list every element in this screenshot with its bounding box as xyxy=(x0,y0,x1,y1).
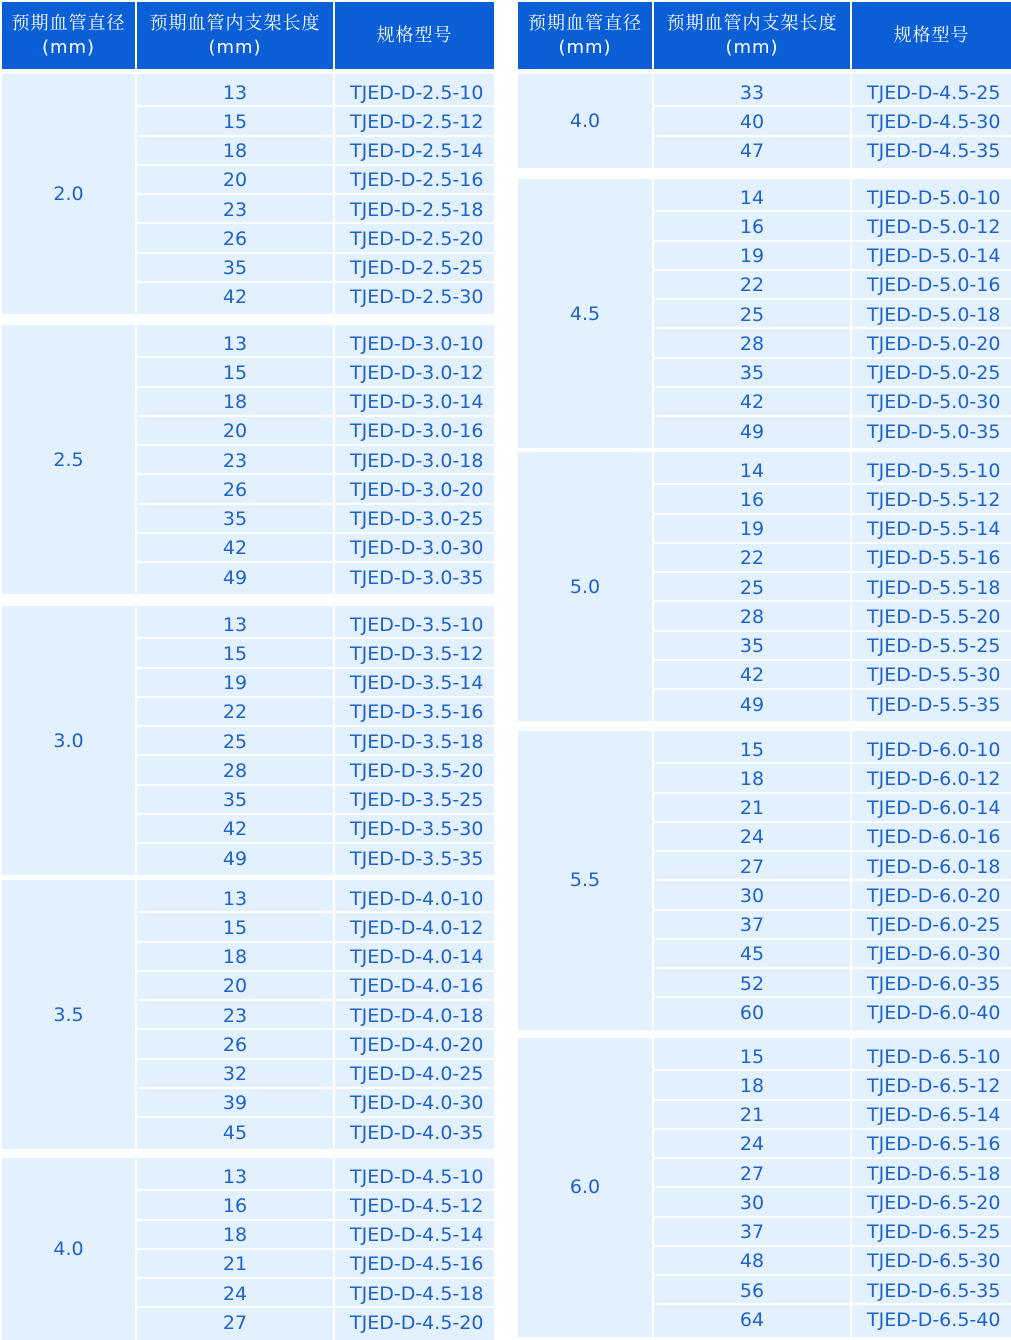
stent-length-cell: 40 xyxy=(739,110,765,133)
stent-length-cell: 27 xyxy=(739,1162,765,1185)
stent-length-cell: 26 xyxy=(222,1033,248,1056)
model-cell: TJED-D-5.0-35 xyxy=(867,420,1001,443)
stent-length-cell: 37 xyxy=(739,914,765,936)
stent-length-cell: 27 xyxy=(739,855,765,878)
stent-length-cell: 35 xyxy=(222,508,248,530)
table-row xyxy=(2,388,494,417)
stent-length-cell: 42 xyxy=(739,391,765,414)
table-row xyxy=(2,1162,494,1191)
model-cell: TJED-D-6.5-10 xyxy=(867,1045,1001,1068)
table-row xyxy=(2,505,494,534)
stent-length-cell: 24 xyxy=(222,1282,248,1305)
stent-length-cell: 18 xyxy=(222,946,248,968)
stent-length-cell: 25 xyxy=(739,576,765,599)
stent-length-cell: 16 xyxy=(739,215,765,238)
model-cell: TJED-D-3.0-18 xyxy=(350,449,484,472)
stent-length-cell: 14 xyxy=(739,186,765,209)
stent-length-cell: 49 xyxy=(739,693,765,716)
table-row xyxy=(518,632,1011,661)
model-cell: TJED-D-3.5-18 xyxy=(350,730,484,753)
model-cell: TJED-D-5.5-18 xyxy=(867,576,1001,599)
table-row xyxy=(2,195,494,224)
table-row xyxy=(2,884,494,913)
model-cell: TJED-D-2.5-14 xyxy=(350,140,484,162)
table-row xyxy=(2,563,494,592)
table-row xyxy=(2,844,494,873)
model-cell: TJED-D-4.5-10 xyxy=(350,1165,484,1188)
stent-length-cell: 45 xyxy=(739,943,765,966)
model-cell: TJED-D-6.5-18 xyxy=(867,1162,1001,1185)
diameter-value: 5.0 xyxy=(569,575,601,598)
model-cell: TJED-D-3.5-16 xyxy=(350,701,484,724)
diameter-group xyxy=(518,74,1011,168)
table-row xyxy=(518,852,1011,881)
table-row xyxy=(518,212,1011,241)
model-cell: TJED-D-4.0-10 xyxy=(350,887,484,910)
table-row xyxy=(2,1060,494,1089)
stent-length-cell: 30 xyxy=(739,884,765,907)
model-cell: TJED-D-5.0-10 xyxy=(867,186,1001,209)
stent-length-cell: 49 xyxy=(739,420,765,443)
model-cell: TJED-D-3.0-16 xyxy=(350,420,484,443)
stent-length-cell: 19 xyxy=(222,672,248,694)
model-cell: TJED-D-6.0-35 xyxy=(867,972,1001,995)
model-cell: TJED-D-3.5-25 xyxy=(350,789,484,811)
table-row xyxy=(518,544,1011,573)
model-cell: TJED-D-3.0-30 xyxy=(350,537,484,560)
model-cell: TJED-D-3.5-14 xyxy=(350,672,484,694)
stent-length-cell: 20 xyxy=(222,169,248,192)
stent-length-cell: 28 xyxy=(222,759,248,782)
stent-length-cell: 18 xyxy=(739,1074,765,1097)
table-row xyxy=(2,610,494,639)
table-row xyxy=(518,690,1011,719)
header-diameter: 预期血管直径 (mm) xyxy=(2,2,135,69)
table-row xyxy=(518,735,1011,764)
stent-length-cell: 23 xyxy=(222,198,248,221)
table-row xyxy=(518,794,1011,823)
model-cell: TJED-D-2.5-30 xyxy=(350,286,484,309)
diameter-value: 3.0 xyxy=(53,729,84,752)
model-cell: TJED-D-4.0-35 xyxy=(350,1121,484,1144)
model-cell: TJED-D-5.0-14 xyxy=(867,245,1001,267)
diameter-group xyxy=(2,1158,494,1340)
header-diameter: 预期血管直径 (mm) xyxy=(518,2,652,69)
stent-length-cell: 21 xyxy=(739,1104,765,1126)
stent-length-cell: 19 xyxy=(739,245,765,267)
model-cell: TJED-D-3.5-10 xyxy=(350,613,484,636)
table-row xyxy=(2,1191,494,1220)
model-cell: TJED-D-5.0-16 xyxy=(867,274,1001,297)
spec-table-right xyxy=(518,2,1011,1336)
model-cell: TJED-D-3.5-30 xyxy=(350,818,484,841)
model-cell: TJED-D-3.0-14 xyxy=(350,391,484,413)
table-row xyxy=(518,661,1011,690)
model-cell: TJED-D-3.0-10 xyxy=(350,332,484,355)
model-cell: TJED-D-4.5-35 xyxy=(867,140,1001,162)
stent-length-cell: 20 xyxy=(222,975,248,998)
stent-length-cell: 15 xyxy=(739,1045,765,1068)
table-row xyxy=(518,998,1011,1027)
table-row xyxy=(518,388,1011,417)
stent-length-cell: 16 xyxy=(739,488,765,511)
model-cell: TJED-D-4.5-18 xyxy=(350,1282,484,1305)
table-row xyxy=(518,1130,1011,1159)
model-cell: TJED-D-5.5-16 xyxy=(867,547,1001,570)
model-cell: TJED-D-5.0-18 xyxy=(867,303,1001,326)
model-cell: TJED-D-6.0-30 xyxy=(867,943,1001,966)
stent-length-cell: 52 xyxy=(739,972,765,995)
stent-length-cell: 23 xyxy=(222,1004,248,1027)
diameter-group xyxy=(518,731,1011,1030)
stent-length-cell: 15 xyxy=(222,642,248,665)
table-row xyxy=(518,764,1011,793)
stent-length-cell: 35 xyxy=(739,635,765,657)
table-row xyxy=(518,573,1011,602)
table-row xyxy=(2,166,494,195)
table-row xyxy=(518,1218,1011,1247)
model-cell: TJED-D-5.5-35 xyxy=(867,693,1001,716)
model-cell: TJED-D-3.0-35 xyxy=(350,566,484,589)
model-cell: TJED-D-4.5-14 xyxy=(350,1224,484,1246)
table-row xyxy=(2,943,494,972)
stent-length-cell: 42 xyxy=(739,664,765,687)
model-cell: TJED-D-4.5-30 xyxy=(867,110,1001,133)
model-cell: TJED-D-5.0-20 xyxy=(867,332,1001,355)
table-row xyxy=(518,1276,1011,1305)
stent-length-cell: 20 xyxy=(222,420,248,443)
stent-length-cell: 18 xyxy=(222,140,248,162)
stent-length-cell: 22 xyxy=(222,701,248,724)
stent-length-cell: 13 xyxy=(222,1165,248,1188)
model-cell: TJED-D-6.0-25 xyxy=(867,914,1001,936)
stent-length-cell: 28 xyxy=(739,332,765,355)
stent-length-cell: 45 xyxy=(222,1121,248,1144)
model-cell: TJED-D-2.5-18 xyxy=(350,198,484,221)
stent-length-cell: 27 xyxy=(222,1311,248,1334)
model-cell: TJED-D-2.5-10 xyxy=(350,81,484,104)
model-cell: TJED-D-4.5-20 xyxy=(350,1311,484,1334)
table-row xyxy=(518,242,1011,271)
table-row xyxy=(2,698,494,727)
table-row xyxy=(2,107,494,136)
table-row xyxy=(518,823,1011,852)
stent-length-cell: 15 xyxy=(222,361,248,384)
stent-length-cell: 49 xyxy=(222,847,248,870)
model-cell: TJED-D-4.0-16 xyxy=(350,975,484,998)
table-row xyxy=(518,78,1011,107)
stent-length-cell: 26 xyxy=(222,478,248,501)
model-cell: TJED-D-6.5-20 xyxy=(867,1191,1001,1214)
table-row xyxy=(2,727,494,756)
stent-length-cell: 37 xyxy=(739,1221,765,1243)
model-cell: TJED-D-4.5-12 xyxy=(350,1194,484,1217)
diameter-value: 2.5 xyxy=(53,448,84,471)
table-row xyxy=(2,1030,494,1059)
table-row xyxy=(518,602,1011,631)
model-cell: TJED-D-4.0-20 xyxy=(350,1033,484,1056)
diameter-group xyxy=(518,1038,1011,1337)
stent-length-cell: 42 xyxy=(222,537,248,560)
stent-length-cell: 26 xyxy=(222,227,248,250)
table-row xyxy=(2,224,494,253)
table-row xyxy=(518,359,1011,388)
stent-length-cell: 15 xyxy=(739,738,765,761)
model-cell: TJED-D-5.5-25 xyxy=(867,635,1001,657)
stent-length-cell: 13 xyxy=(222,613,248,636)
model-cell: TJED-D-6.0-18 xyxy=(867,855,1001,878)
table-row xyxy=(2,1089,494,1118)
model-cell: TJED-D-5.0-12 xyxy=(867,215,1001,238)
model-cell: TJED-D-4.0-25 xyxy=(350,1063,484,1085)
stent-length-cell: 64 xyxy=(739,1308,765,1331)
table-row xyxy=(518,183,1011,212)
model-cell: TJED-D-2.5-16 xyxy=(350,169,484,192)
model-cell: TJED-D-5.0-30 xyxy=(867,391,1001,414)
stent-length-cell: 15 xyxy=(222,110,248,133)
model-cell: TJED-D-6.0-16 xyxy=(867,826,1001,849)
diameter-value: 5.5 xyxy=(569,869,601,892)
model-cell: TJED-D-6.5-16 xyxy=(867,1133,1001,1156)
stent-length-cell: 56 xyxy=(739,1279,765,1302)
model-cell: TJED-D-6.0-14 xyxy=(867,797,1001,819)
stent-length-cell: 28 xyxy=(739,605,765,628)
table-row xyxy=(518,911,1011,940)
table-row xyxy=(2,815,494,844)
table-row xyxy=(2,137,494,166)
table-row xyxy=(2,534,494,563)
table-row xyxy=(2,786,494,815)
stent-length-cell: 47 xyxy=(739,140,765,162)
stent-length-cell: 15 xyxy=(222,916,248,939)
header-model: 规格型号 xyxy=(335,2,494,69)
model-cell: TJED-D-6.0-10 xyxy=(867,738,1001,761)
table-row xyxy=(518,1071,1011,1100)
stent-length-cell: 19 xyxy=(739,518,765,540)
diameter-group xyxy=(518,179,1011,448)
stent-length-cell: 25 xyxy=(739,303,765,326)
table-row xyxy=(518,107,1011,136)
stent-length-cell: 14 xyxy=(739,459,765,482)
stent-length-cell: 60 xyxy=(739,1001,765,1024)
diameter-group xyxy=(2,880,494,1149)
model-cell: TJED-D-4.5-25 xyxy=(867,81,1001,104)
table-row xyxy=(2,913,494,942)
model-cell: TJED-D-5.5-12 xyxy=(867,488,1001,511)
diameter-group xyxy=(2,74,494,314)
model-cell: TJED-D-3.0-20 xyxy=(350,478,484,501)
table-row xyxy=(2,1250,494,1279)
stent-length-cell: 30 xyxy=(739,1191,765,1214)
model-cell: TJED-D-6.0-20 xyxy=(867,884,1001,907)
model-cell: TJED-D-3.5-12 xyxy=(350,642,484,665)
model-cell: TJED-D-4.0-14 xyxy=(350,946,484,968)
table-row xyxy=(2,446,494,475)
table-row xyxy=(2,669,494,698)
table-row xyxy=(518,1101,1011,1130)
diameter-value: 4.0 xyxy=(569,109,601,132)
header-model: 规格型号 xyxy=(852,2,1011,69)
model-cell: TJED-D-2.5-12 xyxy=(350,110,484,133)
model-cell: TJED-D-5.0-25 xyxy=(867,362,1001,384)
stent-length-cell: 13 xyxy=(222,332,248,355)
table-row xyxy=(2,639,494,668)
table-row xyxy=(2,1308,494,1337)
model-cell: TJED-D-3.0-12 xyxy=(350,361,484,384)
table-row xyxy=(518,1247,1011,1276)
stent-length-cell: 48 xyxy=(739,1250,765,1273)
table-row xyxy=(2,1279,494,1308)
stent-length-cell: 13 xyxy=(222,81,248,104)
model-cell: TJED-D-3.5-35 xyxy=(350,847,484,870)
stent-length-cell: 18 xyxy=(222,391,248,413)
table-row xyxy=(2,329,494,358)
diameter-value: 4.5 xyxy=(569,302,601,325)
stent-length-cell: 22 xyxy=(739,547,765,570)
table-row xyxy=(2,756,494,785)
table-row xyxy=(518,271,1011,300)
diameter-value: 2.0 xyxy=(53,183,84,205)
table-row xyxy=(518,417,1011,446)
stent-length-cell: 22 xyxy=(739,274,765,297)
model-cell: TJED-D-6.0-12 xyxy=(867,767,1001,790)
table-row xyxy=(518,1305,1011,1334)
table-row xyxy=(518,485,1011,514)
model-cell: TJED-D-3.0-25 xyxy=(350,508,484,530)
table-row xyxy=(518,940,1011,969)
table-row xyxy=(518,1159,1011,1188)
model-cell: TJED-D-5.5-20 xyxy=(867,605,1001,628)
table-row xyxy=(2,78,494,107)
stent-length-cell: 21 xyxy=(222,1253,248,1276)
stent-length-cell: 49 xyxy=(222,566,248,589)
stent-length-cell: 21 xyxy=(739,797,765,819)
model-cell: TJED-D-4.5-16 xyxy=(350,1253,484,1276)
table-row xyxy=(518,456,1011,485)
stent-length-cell: 16 xyxy=(222,1194,248,1217)
model-cell: TJED-D-6.5-14 xyxy=(867,1104,1001,1126)
diameter-group xyxy=(2,325,494,594)
table-row xyxy=(518,969,1011,998)
model-cell: TJED-D-2.5-20 xyxy=(350,227,484,250)
table-row xyxy=(2,254,494,283)
diameter-value: 3.5 xyxy=(53,1003,84,1026)
table-row xyxy=(518,137,1011,166)
stent-length-cell: 13 xyxy=(222,887,248,910)
stent-length-cell: 33 xyxy=(739,81,765,104)
header-stent-length: 预期血管内支架长度 (mm) xyxy=(654,2,850,69)
model-cell: TJED-D-5.5-30 xyxy=(867,664,1001,687)
model-cell: TJED-D-6.5-25 xyxy=(867,1221,1001,1243)
table-row xyxy=(2,972,494,1001)
stent-length-cell: 18 xyxy=(739,767,765,790)
model-cell: TJED-D-5.5-14 xyxy=(867,518,1001,540)
model-cell: TJED-D-5.5-10 xyxy=(867,459,1001,482)
stent-length-cell: 42 xyxy=(222,286,248,309)
stent-length-cell: 35 xyxy=(222,257,248,279)
stent-length-cell: 24 xyxy=(739,826,765,849)
stent-length-cell: 32 xyxy=(222,1063,248,1085)
diameter-value: 6.0 xyxy=(569,1176,601,1199)
stent-length-cell: 25 xyxy=(222,730,248,753)
table-row xyxy=(2,1001,494,1030)
table-row xyxy=(518,881,1011,910)
table-row xyxy=(2,1118,494,1147)
diameter-value: 4.0 xyxy=(53,1237,84,1260)
table-row xyxy=(2,283,494,312)
stent-length-cell: 23 xyxy=(222,449,248,472)
table-row xyxy=(518,300,1011,329)
model-cell: TJED-D-6.5-12 xyxy=(867,1074,1001,1097)
model-cell: TJED-D-4.0-12 xyxy=(350,916,484,939)
model-cell: TJED-D-2.5-25 xyxy=(350,257,484,279)
stent-length-cell: 35 xyxy=(739,362,765,384)
stent-length-cell: 18 xyxy=(222,1224,248,1246)
table-row xyxy=(2,417,494,446)
diameter-group xyxy=(518,452,1011,721)
stent-length-cell: 35 xyxy=(222,789,248,811)
stent-length-cell: 24 xyxy=(739,1133,765,1156)
diameter-group xyxy=(2,606,494,875)
table-row xyxy=(2,1221,494,1250)
table-row xyxy=(518,1188,1011,1217)
model-cell: TJED-D-6.0-40 xyxy=(867,1001,1001,1024)
model-cell: TJED-D-3.5-20 xyxy=(350,759,484,782)
table-row xyxy=(518,515,1011,544)
spec-table-left xyxy=(2,2,494,1336)
table-row xyxy=(2,475,494,504)
model-cell: TJED-D-4.0-30 xyxy=(350,1092,484,1115)
model-cell: TJED-D-6.5-30 xyxy=(867,1250,1001,1273)
table-row xyxy=(518,329,1011,358)
table-row xyxy=(518,1042,1011,1071)
stent-length-cell: 42 xyxy=(222,818,248,841)
header-stent-length: 预期血管内支架长度 (mm) xyxy=(137,2,333,69)
model-cell: TJED-D-4.0-18 xyxy=(350,1004,484,1027)
table-row xyxy=(2,358,494,387)
model-cell: TJED-D-6.5-40 xyxy=(867,1308,1001,1331)
stent-length-cell: 39 xyxy=(222,1092,248,1115)
model-cell: TJED-D-6.5-35 xyxy=(867,1279,1001,1302)
